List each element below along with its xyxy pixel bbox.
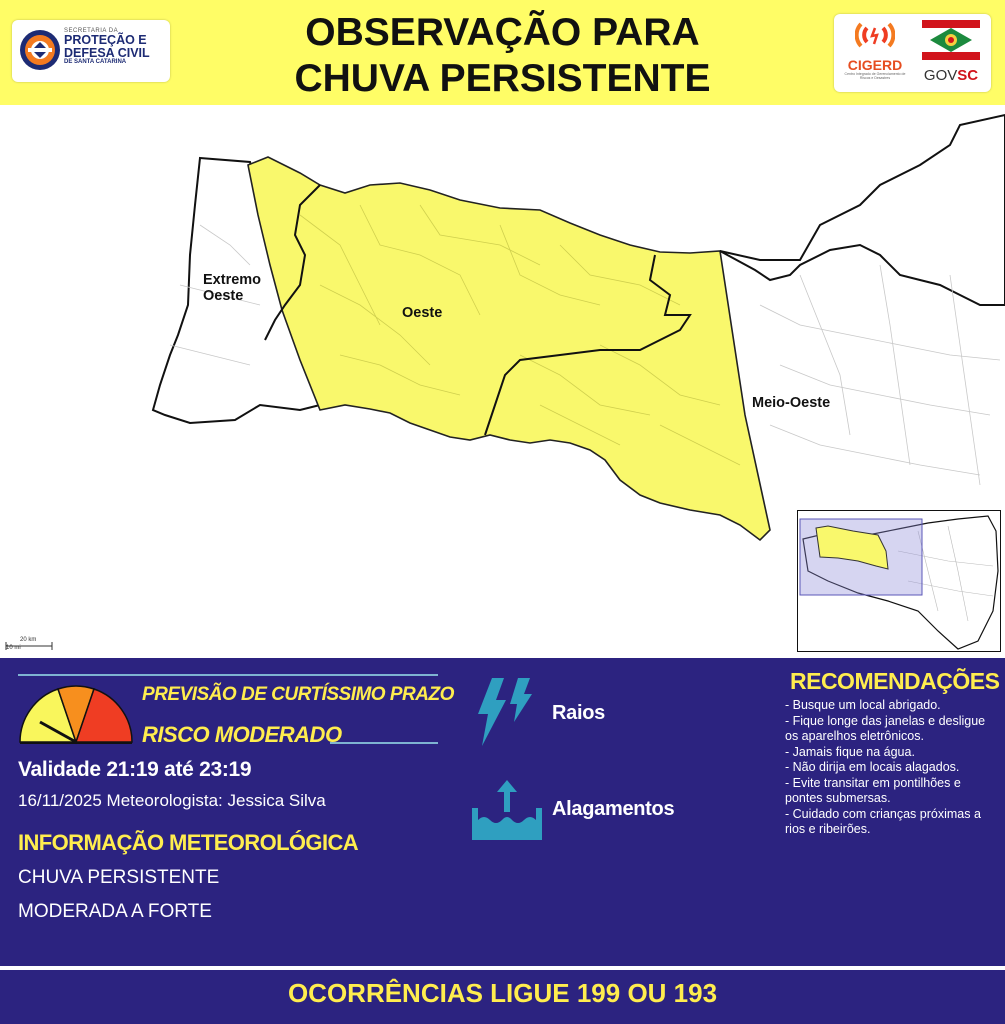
title-line-1: OBSERVAÇÃO PARA [305, 11, 700, 54]
locator-inset-map [797, 510, 1001, 652]
defesa-civil-logo [12, 20, 170, 82]
locator-map-svg [798, 511, 1000, 651]
info-line-2: MODERADA A FORTE [18, 901, 212, 922]
hazard-label-raios: Raios [552, 702, 605, 724]
risk-level: RISCO MODERADO [142, 722, 342, 747]
region-label-extremo-oeste: Extremo Oeste [203, 272, 262, 304]
footer-bar [0, 966, 1005, 1024]
recommendation-item: - Não dirija em locais alagados. [785, 760, 960, 774]
emergency-numbers: OCORRÊNCIAS LIGUE 199 OU 193 [287, 978, 718, 1008]
cigerd-logo: CIGERD Centro Integrado de Gerenciamento de Riscos e Desastres [840, 20, 910, 86]
risk-gauge-icon [16, 682, 136, 746]
cigerd-signal-icon [855, 20, 895, 50]
recommendation-item: - Cuidado com crianças próximas a rios e ribeirões. [785, 806, 981, 836]
recommendation-item: - Jamais fique na água. [785, 744, 915, 759]
header-bar [0, 0, 1005, 105]
info-line-1: CHUVA PERSISTENTE [18, 867, 220, 888]
region-label-meio-oeste: Meio-Oeste [752, 395, 831, 411]
govsc-logo [916, 20, 986, 86]
region-oeste-area [248, 157, 770, 540]
recommendations-list [785, 698, 997, 838]
recommendation-item: - Evite transitar em pontilhões e pontes submersas. [785, 775, 961, 805]
partner-logos [834, 14, 991, 92]
info-heading: INFORMAÇÃO METEOROLÓGICA [18, 830, 359, 855]
title-line-2: CHUVA PERSISTENTE [294, 57, 711, 100]
header-rule-bottom [330, 742, 438, 744]
defesa-civil-emblem-icon [18, 28, 62, 72]
header-rule-top [18, 674, 438, 676]
validity-period: Validade 21:19 até 23:19 [18, 758, 252, 781]
forecast-type: PREVISÃO DE CURTÍSSIMO PRAZO [142, 684, 454, 705]
map-scale-labels: 20 km 10 mi [6, 637, 37, 651]
page-title [200, 10, 805, 102]
recommendations-heading: RECOMENDAÇÕES [790, 668, 1000, 694]
region-meio-oeste-area [720, 115, 1005, 305]
hazard-label-alagamentos: Alagamentos [552, 798, 675, 820]
defesa-civil-logo-text: SECRETARIA DA PROTEÇÃO E DEFESA CIVIL DE SANTA CATARINA [64, 28, 150, 65]
govsc-wordmark: GOVSC [923, 67, 979, 84]
recommendation-item: - Fique longe das janelas e desligue os aparelhos eletrônicos. [785, 713, 986, 743]
flood-icon [470, 778, 544, 842]
santa-catarina-flag-icon [922, 20, 980, 60]
region-label-oeste: Oeste [402, 305, 443, 321]
date-meteorologist: 16/11/2025 Meteorologista: Jessica Silva [18, 791, 326, 810]
recommendation-item: - Busque um local abrigado. [785, 698, 941, 712]
lightning-icon [474, 676, 536, 748]
